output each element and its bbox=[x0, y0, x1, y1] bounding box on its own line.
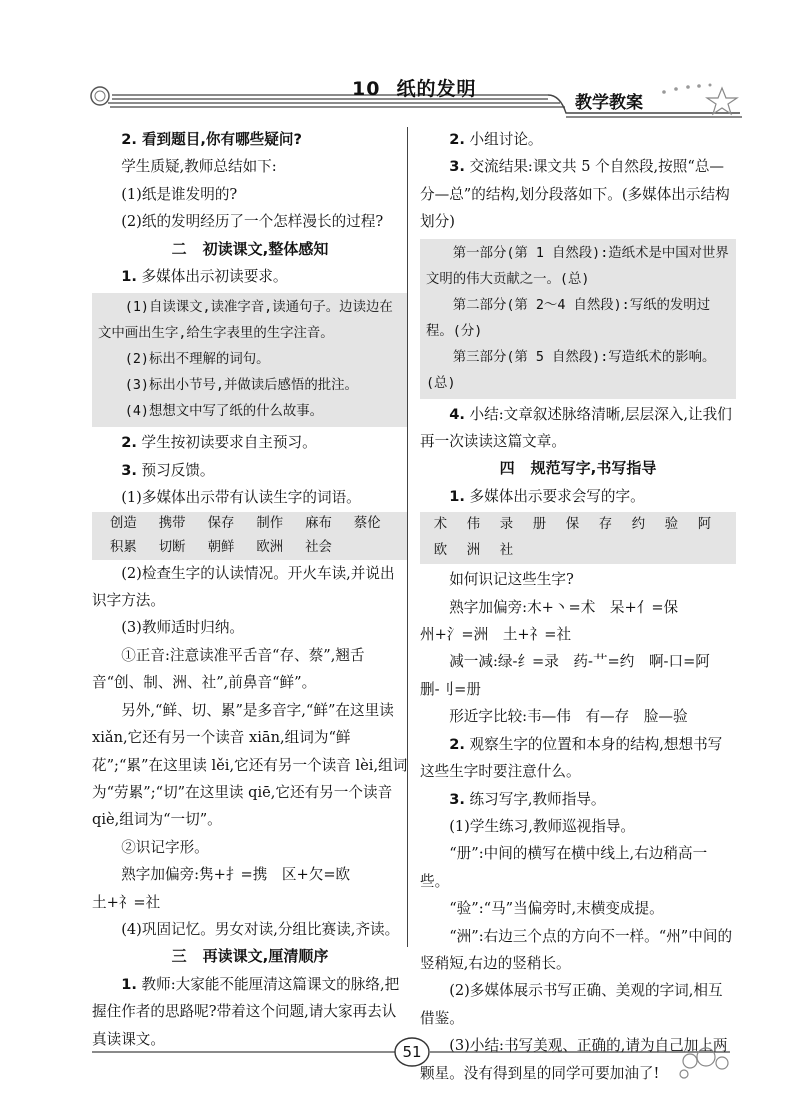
writing-char: 社 bbox=[499, 543, 514, 559]
writing-char: 约 bbox=[631, 517, 646, 533]
header-decoration bbox=[0, 0, 800, 125]
writing-char: 阿 bbox=[697, 517, 712, 533]
paragraph: 学生质疑,教师总结如下: bbox=[121, 158, 277, 176]
structure-part: 第三部分(第 5 自然段):写造纸术的影响。(总) bbox=[426, 349, 716, 391]
paragraph: (2)多媒体展示书写正确、美观的字词,相互借鉴。 bbox=[420, 982, 723, 1027]
writing-char: 洲 bbox=[466, 543, 481, 559]
vocab-word: 创造 bbox=[110, 515, 137, 531]
paragraph: “册”:中间的横写在横中线上,右边稍高一些。 bbox=[420, 845, 708, 890]
paragraph: ①正音:注意读准平舌音“存、蔡”,翘舌音“创、制、洲、社”,前鼻音“鲜”。 bbox=[92, 646, 365, 692]
vocab-word: 欧洲 bbox=[256, 539, 284, 555]
paragraph: 土+礻=社 bbox=[92, 893, 161, 911]
writing-char: 录 bbox=[499, 517, 514, 533]
page-header bbox=[0, 0, 800, 125]
paragraph: 熟字加偏旁:木+丶=术 呆+亻=保 bbox=[449, 598, 679, 616]
paragraph: (2)检查生字的认读情况。开火车读,并说出识字方法。 bbox=[92, 564, 395, 610]
lesson-title-text: 纸的发明 bbox=[396, 78, 477, 100]
writing-char: 册 bbox=[532, 517, 547, 533]
vocab-word: 社会 bbox=[305, 539, 332, 555]
paragraph: 1. 多媒体出示要求会写的字。 bbox=[449, 487, 645, 505]
writing-char: 术 bbox=[433, 517, 448, 533]
paragraph: (3)小结:书写美观、正确的,请为自己加上两颗星。没有得到星的同学可要加油了! bbox=[420, 1037, 728, 1082]
paragraph: 如何识记这些生字? bbox=[449, 571, 574, 589]
column-divider bbox=[407, 127, 408, 947]
vocab-word: 携带 bbox=[158, 515, 186, 531]
teaching-plan-badge: 教学教案 bbox=[575, 93, 643, 113]
vocab-word: 积累 bbox=[110, 539, 137, 555]
lesson-title bbox=[352, 74, 476, 101]
vocab-word: 朝鲜 bbox=[207, 539, 235, 555]
vocab-word: 制作 bbox=[256, 515, 284, 531]
star-decoration bbox=[707, 88, 737, 114]
paragraph: 2. 小组讨论。 bbox=[449, 131, 543, 148]
paragraph: 形近字比较:韦—伟 有—存 脸—验 bbox=[449, 708, 688, 726]
paragraph: (1)纸是谁发明的? bbox=[121, 185, 238, 203]
paragraph: 熟字加偏旁:隽+扌=携 区+欠=欧 bbox=[121, 866, 351, 884]
paragraph: “验”:“马”当偏旁时,末横变成提。 bbox=[449, 900, 664, 918]
writing-char: 存 bbox=[598, 517, 613, 533]
paragraph: “洲”:右边三个点的方向不一样。“州”中间的竖稍短,右边的竖稍长。 bbox=[420, 927, 733, 972]
page-footer bbox=[0, 1030, 800, 1112]
paragraph: 4. 小结:文章叙述脉络清晰,层层深入,让我们再一次读读这篇文章。 bbox=[420, 405, 732, 451]
requirement: (1)自读课文,读准字音,读通句子。边读边在文中画出生字,给生字表里的生字注音。 bbox=[98, 300, 393, 342]
writing-chars-box bbox=[420, 512, 736, 564]
paragraph: 减一减:绿-纟=录 药-艹=约 啊-口=阿 删-刂=册 bbox=[420, 653, 725, 698]
vocab-word: 麻布 bbox=[305, 515, 332, 531]
vocab-word: 切断 bbox=[158, 539, 186, 555]
paragraph: 3. 练习写字,教师指导。 bbox=[449, 790, 606, 808]
lesson-number: 10 bbox=[352, 78, 381, 100]
section-heading: 三 再读课文,厘清顺序 bbox=[171, 947, 329, 966]
left-column bbox=[92, 126, 408, 1053]
reading-requirements-box bbox=[92, 293, 408, 427]
paragraph: 3. 预习反馈。 bbox=[121, 461, 215, 479]
paragraph: 2. 观察生字的位置和本身的结构,想想书写这些生字时要注意什么。 bbox=[420, 735, 723, 781]
section-heading: 二 初读课文,整体感知 bbox=[171, 239, 329, 258]
right-column bbox=[420, 126, 736, 1087]
paragraph: 1. 多媒体出示初读要求。 bbox=[121, 268, 288, 286]
paragraph: 2. 学生按初读要求自主预习。 bbox=[121, 434, 317, 452]
paragraph: (1)学生练习,教师巡视指导。 bbox=[449, 817, 636, 835]
writing-char: 伟 bbox=[466, 517, 481, 533]
paragraph: (2)纸的发明经历了一个怎样漫长的过程? bbox=[121, 213, 384, 231]
vocab-word: 蔡伦 bbox=[353, 515, 381, 531]
structure-box bbox=[420, 239, 736, 399]
requirement: (4)想想文中写了纸的什么故事。 bbox=[124, 404, 324, 420]
structure-part: 第一部分(第 1 自然段):造纸术是中国对世界文明的伟大贡献之一。(总) bbox=[426, 245, 729, 287]
structure-part: 第二部分(第 2～4 自然段):写纸的发明过程。(分) bbox=[426, 297, 711, 339]
requirement: (3)标出小节号,并做读后感悟的批注。 bbox=[124, 378, 358, 394]
page-number: 51 bbox=[402, 1043, 422, 1061]
writing-char: 验 bbox=[664, 517, 679, 533]
paragraph: (4)巩固记忆。男女对读,分组比赛读,齐读。 bbox=[121, 920, 400, 938]
paragraph: 3. 交流结果:课文共 5 个自然段,按照“总—分—总”的结构,划分段落如下。(多媒体出示结构划分) bbox=[420, 158, 730, 231]
paragraph: (1)多媒体出示带有认读生字的词语。 bbox=[121, 489, 361, 507]
paragraph: 2. 看到题目,你有哪些疑问? bbox=[121, 131, 302, 148]
paragraph: (3)教师适时归纳。 bbox=[121, 619, 245, 637]
paragraph: 州+氵=洲 土+礻=社 bbox=[420, 626, 572, 644]
paragraph: 1. 教师:大家能不能厘清这篇课文的脉络,把握住作者的思路呢?带着这个问题,请大家再去认真读课文。 bbox=[92, 975, 400, 1048]
vocab-row bbox=[92, 512, 408, 536]
paragraph: 另外,“鲜、切、累”是多音字,“鲜”在这里读 xiǎn,它还有另一个读音 xiān,组词为“鲜花”;“累”在这里读 lěi,它还有另一个读音 lèi,组词为“劳累”;“切”在这里读 qiē,它还有另一个读音 qiè,组词为“一切”。 bbox=[92, 701, 408, 829]
writing-char: 保 bbox=[565, 517, 580, 533]
requirement: (2)标出不理解的词句。 bbox=[124, 352, 270, 368]
vocab-word: 保存 bbox=[207, 515, 235, 531]
section-heading: 四 规范写字,书写指导 bbox=[499, 459, 657, 478]
paragraph: ②识记字形。 bbox=[121, 838, 209, 856]
writing-char: 欧 bbox=[433, 543, 448, 559]
vocab-row bbox=[92, 536, 408, 560]
